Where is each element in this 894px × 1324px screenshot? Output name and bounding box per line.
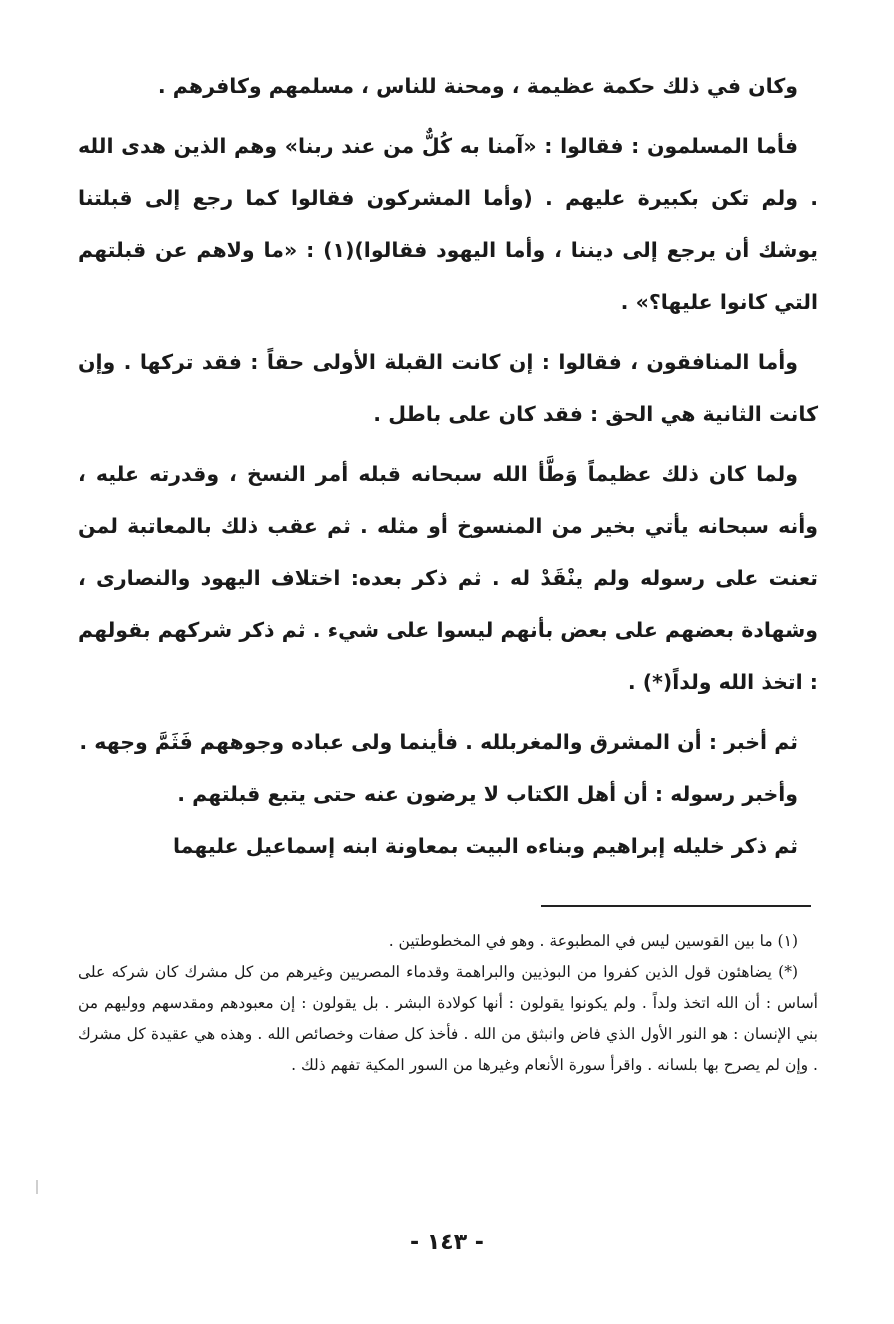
- footnote-divider: [541, 905, 811, 907]
- paragraph: وأخبر رسوله : أن أهل الكتاب لا يرضون عنه حتى يتبع قبلتهم .: [177, 782, 798, 806]
- main-text-block: [78, 60, 818, 880]
- paragraph: وأما المنافقون ، فقالوا : إن كانت القبلة الأولى حقاً : فقد تركها . وإن كانت الثانية هي الحق : فقد كان على باطل .: [78, 350, 818, 426]
- footnote: (*) يضاهئون قول الذين كفروا من البوذيين والبراهمة وقدماء المصريين وغيرهم من كل مشرك كان شركه على أساس : أن الله اتخذ ولداً . ولم يكونوا يقولون : أنها كولادة البشر . بل يقولون : إن معبودهم ومقدسهم ووليهم من بني الإنسان : هو النور الأول الذي فاض وانبثق من الله . فأخذ كل صفات وخصائص الله . وهذه هي عقيدة كل مشرك . وإن لم يصرح بها بلسانه . واقرأ سورة الأنعام وغيرها من السور المكية تفهم ذلك .: [78, 963, 818, 1074]
- paragraph: وكان في ذلك حكمة عظيمة ، ومحنة للناس ، مسلمهم وكافرهم .: [157, 74, 798, 98]
- paragraph: فأما المسلمون : فقالوا : «آمنا به كُلٌّ من عند ربنا» وهم الذين هدى الله . ولم تكن بكبيرة عليهم . (وأما المشركون فقالوا كما رجع إلى قبلتنا يوشك أن يرجع إلى ديننا ، وأما اليهود فقالوا)(١) : «ما ولاهم عن قبلتهم التي كانوا عليها؟» .: [78, 134, 818, 314]
- footnotes-block: [78, 926, 818, 1081]
- page-number: - ١٤٣ -: [410, 1230, 484, 1255]
- margin-mark: [36, 1180, 38, 1194]
- paragraph: ثم ذكر خليله إبراهيم وبناءه البيت بمعاونة ابنه إسماعيل عليهما: [172, 834, 798, 858]
- paragraph: ولما كان ذلك عظيماً وَطَّأ الله سبحانه قبله أمر النسخ ، وقدرته عليه ، وأنه سبحانه يأتي بخير من المنسوخ أو مثله . ثم عقب ذلك بالمعاتبة لمن تعنت على رسوله ولم ينْقَدْ له . ثم ذكر بعده: اختلاف اليهود والنصارى ، وشهادة بعضهم على بعض بأنهم ليسوا على شيء . ثم ذكر شركهم بقولهم : اتخذ الله ولداً(*) .: [78, 462, 818, 694]
- paragraph: ثم أخبر : أن المشرق والمغربلله . فأينما ولى عباده وجوههم فَثَمَّ وجهه .: [79, 730, 798, 754]
- footnote: (١) ما بين القوسين ليس في المطبوعة . وهو في المخطوطتين .: [388, 932, 798, 950]
